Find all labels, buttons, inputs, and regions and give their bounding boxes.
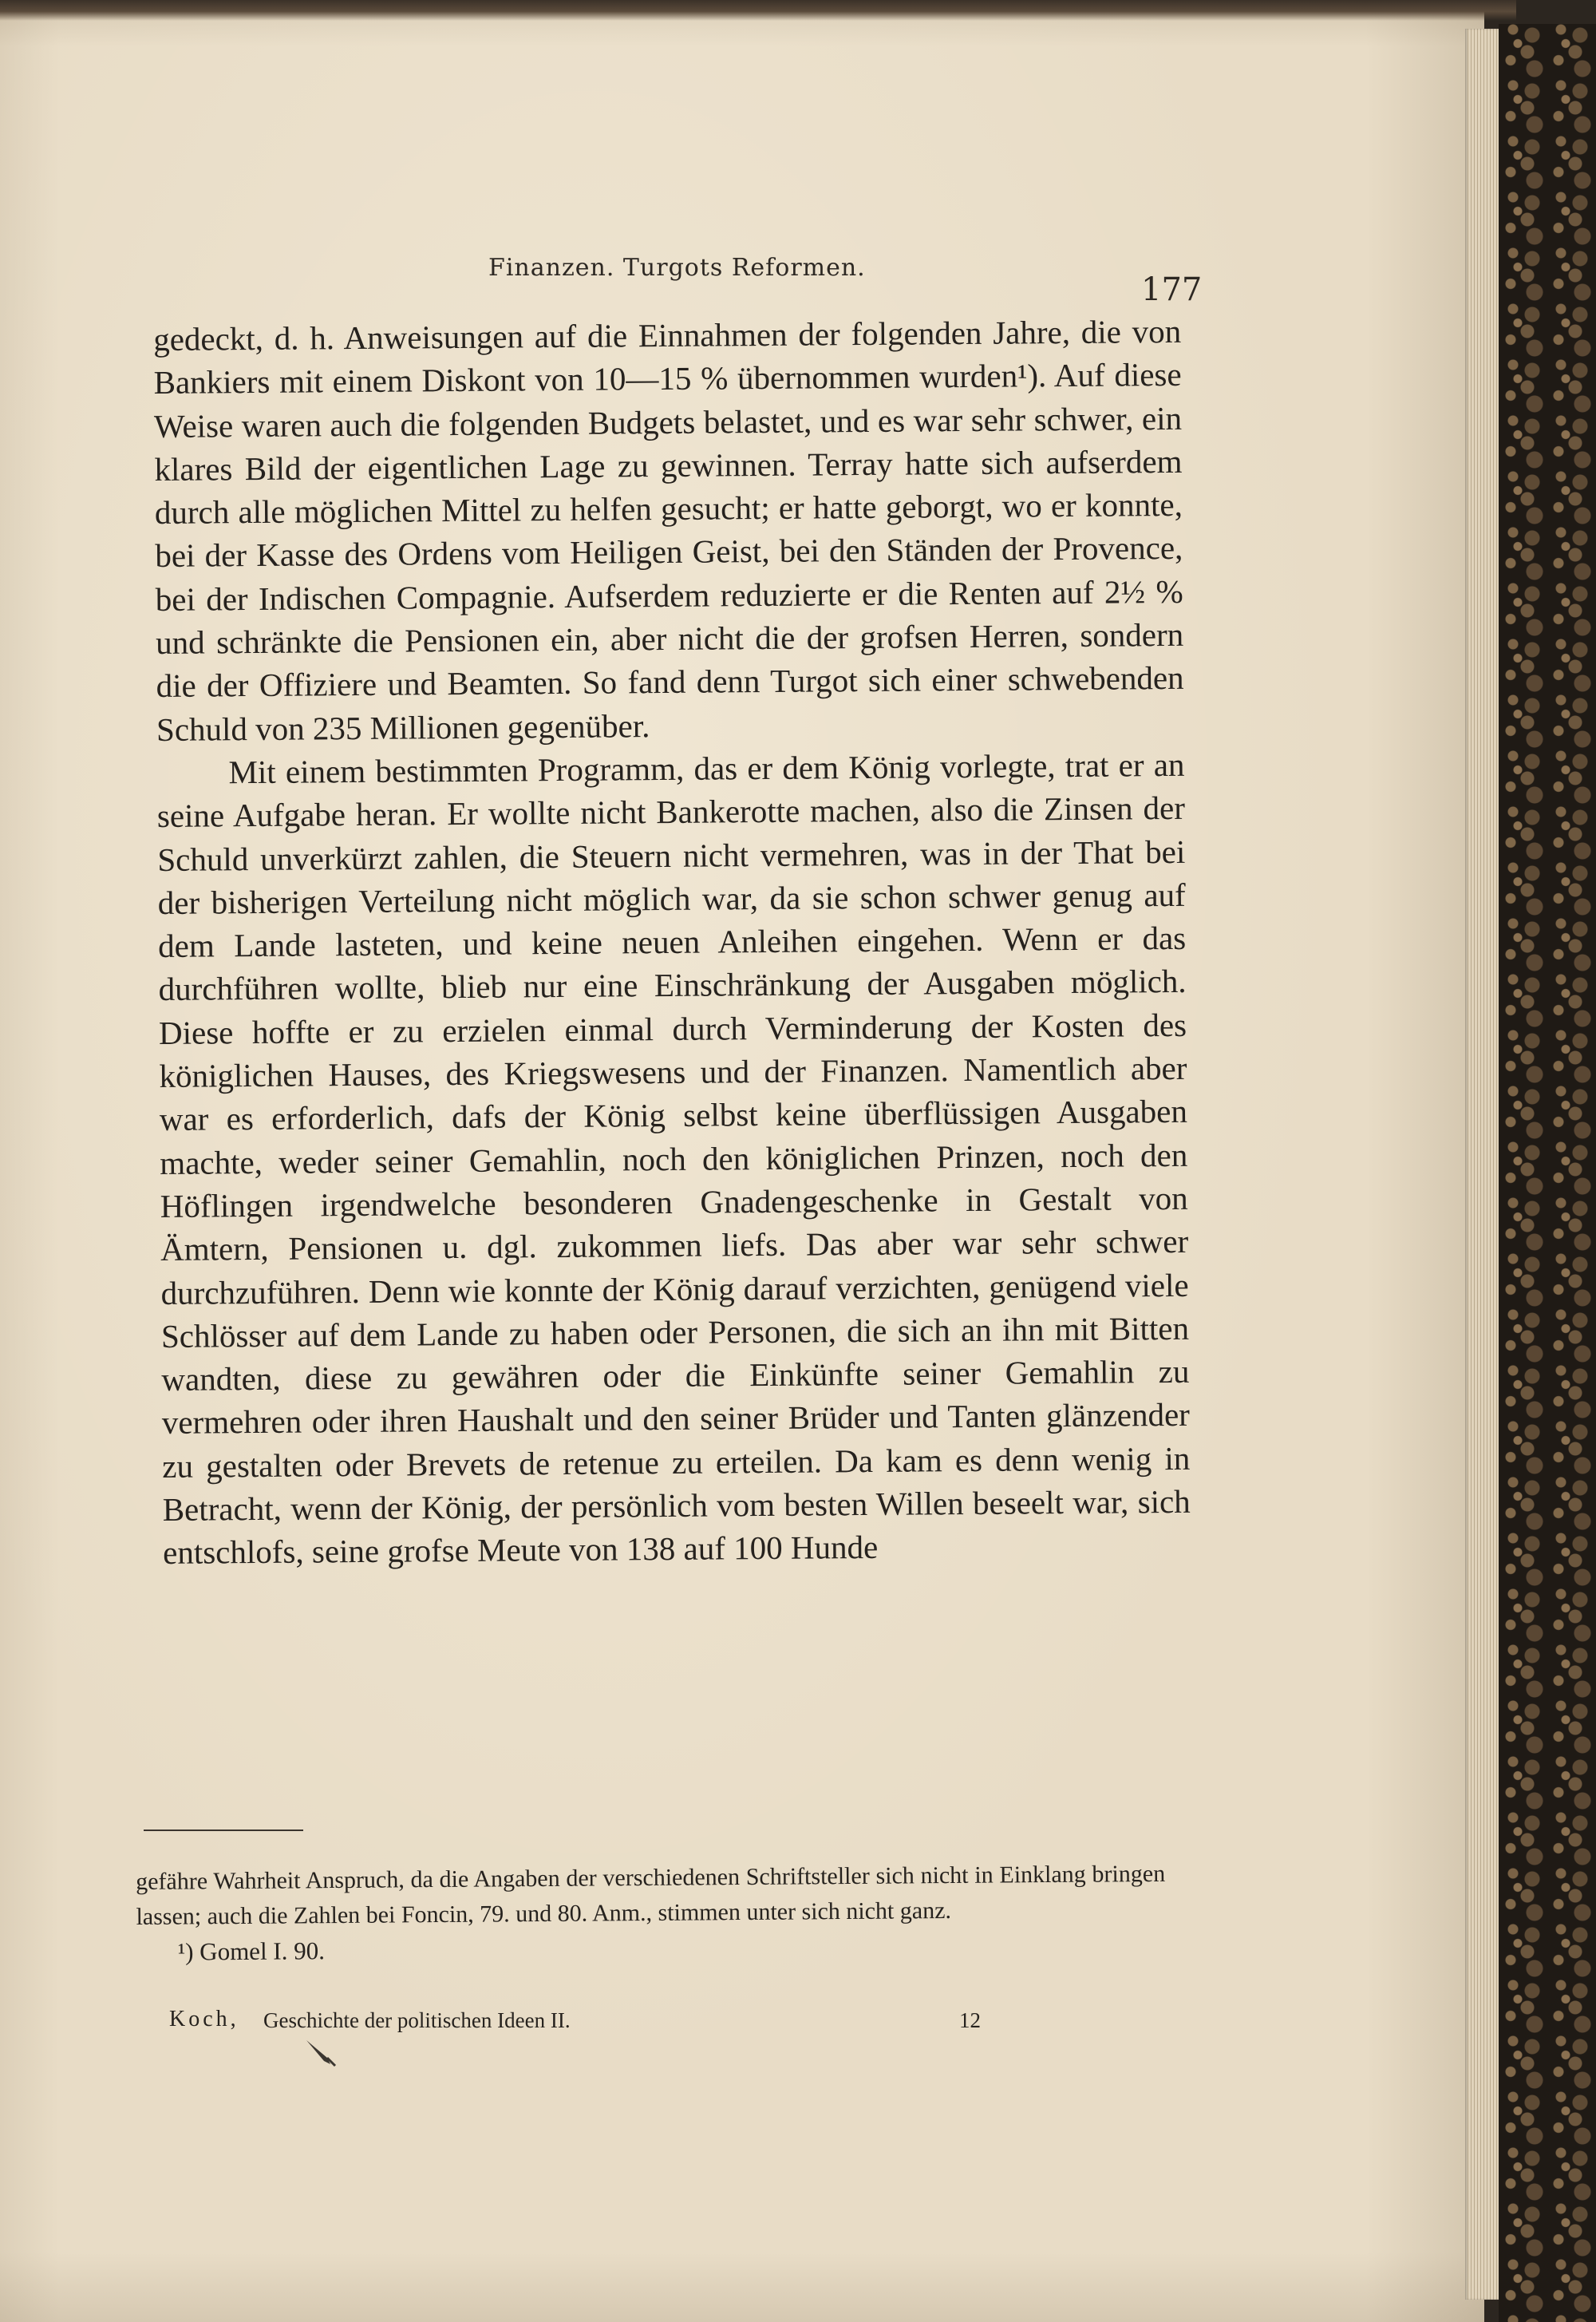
- paragraph-1: gedeckt, d. h. Anweisungen auf die Einnahmen der folgenden Jahre, die von Bankiers mit einem Diskont von 10—15 % übernommen wurden¹). Auf diese Weise waren auch die folgenden Budgets belastet, und es war sehr schwer, ein klares Bild der eigentlichen Lage zu gewinnen. Terray hatte sich aufserdem durch alle möglichen Mittel zu helfen gesucht; er hatte geborgt, wo er konnte, bei der Kasse des Ordens vom Heiligen Geist, bei den Ständen der Provence, bei der Indischen Compagnie. Aufserdem reduzierte er die Renten auf 2½ % und schränkte die Pensionen ein, aber nicht die der grofsen Herren, sondern die der Offiziere und Beamten. So fand denn Turgot sich einer schwebenden Schuld von 235 Millionen gegenüber.: [153, 312, 1184, 748]
- signature-author: Koch,: [169, 2007, 239, 2031]
- signature-line: [169, 2007, 1047, 2042]
- pen-mark-icon: [303, 2037, 343, 2069]
- body-text: [153, 310, 1191, 1575]
- running-title: Finanzen. Turgots Reformen.: [488, 254, 866, 282]
- page-stack-edge: [1465, 29, 1499, 2300]
- paragraph-2: Mit einem bestimmten Programm, das er dem König vorlegte, trat er an seine Aufgabe heran. Er wollte nicht Bankerotte machen, also die Zinsen der Schuld unverkürzt zahlen, die Steuern nicht vermehren, was in der That bei der bisherigen Verteilung nicht möglich war, da sie schon schwer genug auf dem Lande lasteten, und keine neuen Anleihen eingehen. Wenn er das durchführen wollte, blieb nur eine Einschränkung der Ausgaben möglich. Diese hoffte er zu erzielen einmal durch Verminderung der Kosten des königlichen Hauses, des Kriegswesens und der Finanzen. Namentlich aber war es erforderlich, dafs der König selbst keine überflüssigen Ausgaben machte, weder seiner Gemahlin, noch den königlichen Prinzen, noch den Höflingen irgendwelche besonderen Gnadengeschenke in Gestalt von Ämtern, Pensionen u. dgl. zukommen liefs. Das aber war sehr schwer durchzuführen. Denn wie konnte der König darauf verzichten, genügend viele Schlösser auf dem Lande zu haben oder Personen, die sich an ihn mit Bitten wandten, diese zu gewähren oder die Einkünfte seiner Gemahlin zu vermehren oder ihren Haushalt und den seiner Brüder und Tanten glänzender zu gestalten oder Brevets de retenue zu erteilen. Da kam es denn wenig in Betracht, wenn der König, der persönlich vom besten Willen beseelt war, sich entschlofs, seine grofse Meute von 138 auf 100 Hunde: [156, 746, 1191, 1572]
- page-number: 177: [1141, 271, 1203, 308]
- footnote-1: ¹) Gomel I. 90.: [177, 1936, 326, 1966]
- footnote-divider: [144, 1830, 303, 1831]
- footnotes: [136, 1857, 1166, 1970]
- signature-sheet-number: 12: [959, 2008, 981, 2032]
- page-top-edge: [0, 0, 1516, 21]
- marbled-cover: [1499, 24, 1596, 2322]
- signature-title: Geschichte der politischen Ideen II.: [263, 2008, 571, 2032]
- running-head: [0, 254, 1484, 308]
- footnote-continuation: gefähre Wahrheit Anspruch, da die Angaben der verschiedenen Schriftsteller sich nicht in Einklang bringen lassen; auch die Zahlen bei Foncin, 79. und 80. Anm., stimmen unter sich nicht ganz.: [136, 1860, 1166, 1930]
